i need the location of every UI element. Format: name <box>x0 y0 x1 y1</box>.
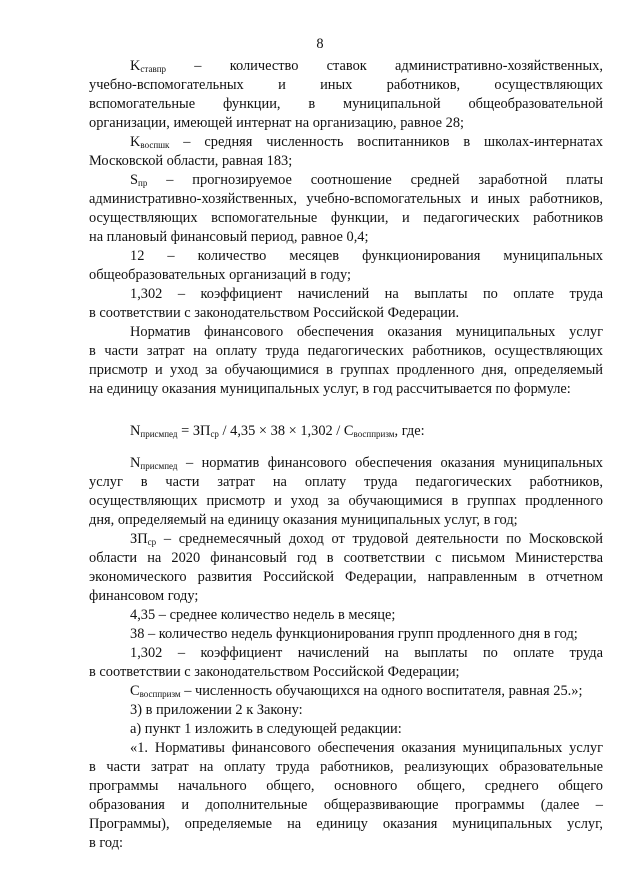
text-line: 12 – количество месяцев функционирования муниципальных <box>130 248 603 264</box>
text-line: области на 2020 финансовый год в соответствии с письмом Министерства <box>89 550 603 566</box>
text-line: Норматив финансового обеспечения оказания муниципальных услуг <box>130 324 603 340</box>
text-line: 1,302 – коэффициент начислений на выплаты по оплате труда <box>130 645 603 661</box>
text-line: в соответствии с законодательством Российской Федерации; <box>89 664 460 680</box>
text-line: образования и дополнительные общеразвивающие программы (далее – <box>89 797 603 813</box>
text-line: в соответствии с законодательством Российской Федерации. <box>89 305 460 321</box>
text-line: в год: <box>89 835 124 851</box>
text-line: «1. Нормативы финансового обеспечения оказания муниципальных услуг <box>130 740 603 756</box>
text-line: вспомогательные функции, в муниципальной общеобразовательной <box>89 96 603 112</box>
text-line: финансовом году; <box>89 588 199 604</box>
text-line: административно-хозяйственных, учебно-вспомогательных и иных работников, <box>89 191 603 207</box>
text-line: осуществляющих вспомогательные функции, и педагогических работников <box>89 210 603 226</box>
text-line: осуществляющих присмотр и уход за обучающимися в группах продленного <box>89 493 603 509</box>
text-line: учебно-вспомогательных и иных работников, осуществляющих <box>89 77 603 93</box>
text-line: на единицу оказания муниципальных услуг, в год рассчитывается по формуле: <box>89 381 571 397</box>
text-line: дня, определяемый на единицу оказания муниципальных услуг, в год; <box>89 512 518 528</box>
text-line: услуг в части затрат на оплату труда педагогических работников, <box>89 474 603 490</box>
text-line: Программы), определяемые на единицу оказания муниципальных услуг, <box>89 816 603 832</box>
text-line: 1,302 – коэффициент начислений на выплаты по оплате труда <box>130 286 603 302</box>
text-line: в части затрат на оплату труда работников, реализующих образовательные <box>89 759 603 775</box>
text-line: $S_{пр}$ – прогнозируемое соотношение средней заработной платы <box>130 172 603 188</box>
text-line: экономического развития Российской Федерации, направленным в отчетном <box>89 569 603 585</box>
text-line: на плановый финансовый период, равное 0,4; <box>89 229 369 245</box>
text-line: $K_{воспшк}$ – средняя численность воспитанников в школах-интернатах <box>130 134 603 150</box>
text-line: $ЗП_{ср}$ – среднемесячный доход от трудовой деятельности по Московской <box>130 531 603 547</box>
text-line: $K_{ставпр}$ – количество ставок административно-хозяйственных, <box>130 58 603 74</box>
text-line: программы начального общего, основного общего, среднего общего <box>89 778 603 794</box>
text-line: $С_{восппризм}$ – численность обучающихся на одного воспитателя, равная 25.»; <box>130 683 583 699</box>
text-line: Московской области, равная 183; <box>89 153 293 169</box>
text-line: присмотр и уход за обучающимися в группах продленного дня, определяемый <box>89 362 603 378</box>
page-number: 8 <box>316 36 324 52</box>
text-line: $N_{присмпед} = ЗП_{ср} / 4,35 \times 38 \times 1,302 / С_{восппризм}$, где: <box>130 423 425 439</box>
text-line: а) пункт 1 изложить в следующей редакции: <box>130 721 402 737</box>
text-line: $N_{присмпед}$ – норматив финансового обеспечения оказания муниципальных <box>130 455 603 471</box>
text-line: общеобразовательных организаций в году; <box>89 267 351 283</box>
text-line: 38 – количество недель функционирования групп продленного дня в год; <box>130 626 578 642</box>
text-line: в части затрат на оплату труда педагогических работников, осуществляющих <box>89 343 603 359</box>
text-line: 3) в приложении 2 к Закону: <box>130 702 303 718</box>
text-line: 4,35 – среднее количество недель в месяце; <box>130 607 396 623</box>
text-line: организации, имеющей интернат на организацию, равное 28; <box>89 115 465 131</box>
